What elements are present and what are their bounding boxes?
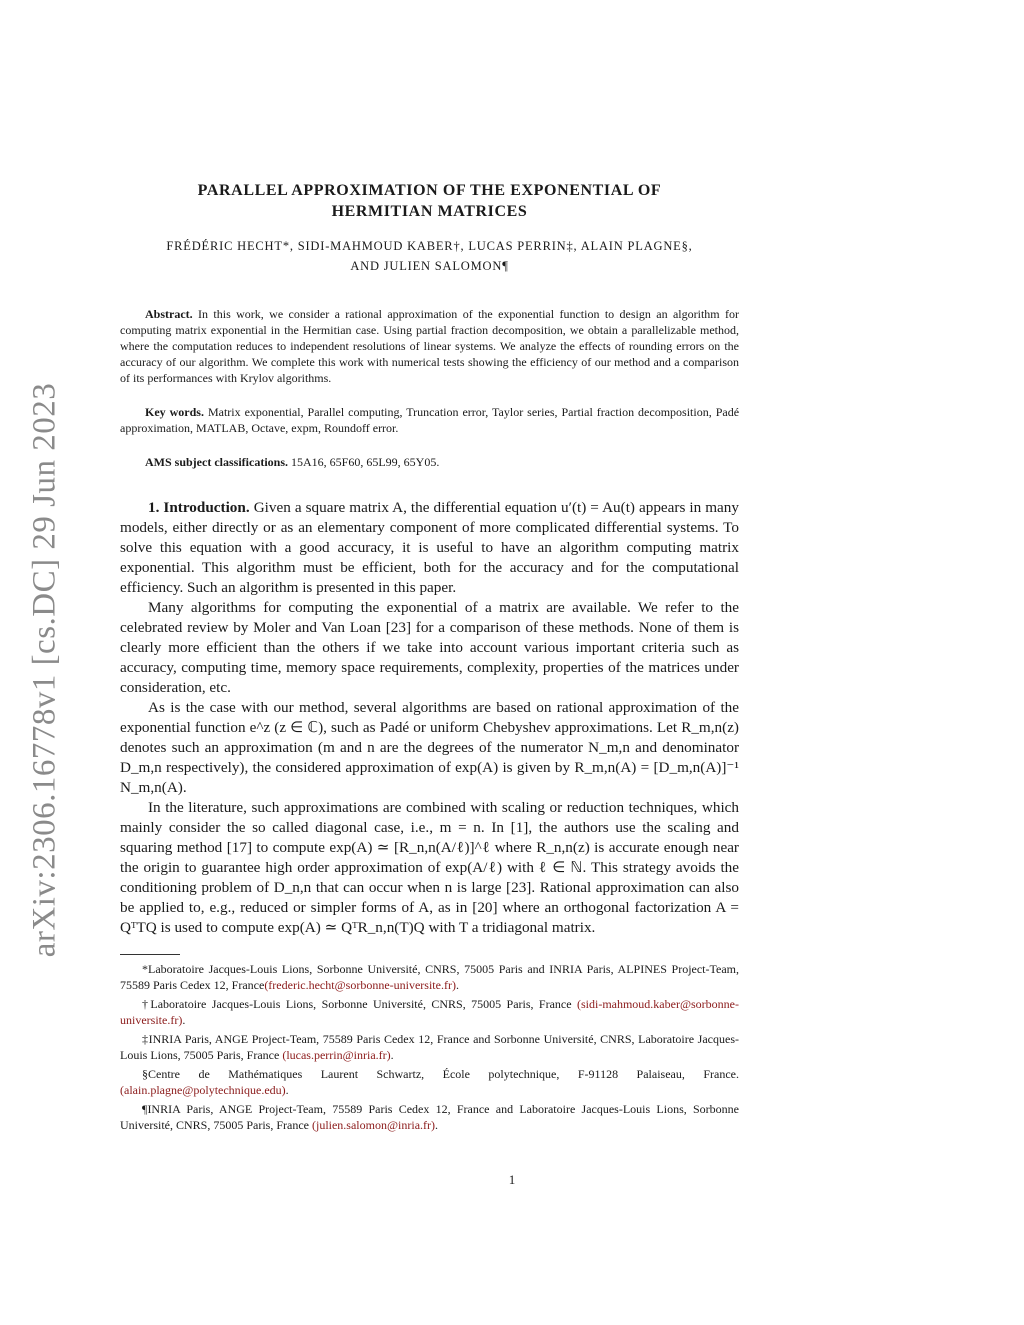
arxiv-id: arXiv:2306.16778v1 [cs.DC] 29 Jun 2023 <box>26 382 63 958</box>
intro-paragraph-2: Many algorithms for computing the exponential of a matrix are available. We refer to the celebrated review by Moler and Van Loan [23] for a comparison of these methods. None of them is clearly more efficient than the others if we take into account various important criteria such as accuracy, computing time, memory space requirements, complexity, properties of the matrices under consideration, etc. <box>120 599 739 696</box>
title-line-2: HERMITIAN MATRICES <box>331 203 528 220</box>
email-link[interactable]: (julien.salomon@inria.fr) <box>311 1118 436 1132</box>
footnote-text: †Laboratoire Jacques-Louis Lions, Sorbonne Université, CNRS, 75005 Paris, France <box>142 997 577 1011</box>
footnote-4 <box>120 1066 739 1098</box>
footnote-tail: . <box>182 1013 186 1027</box>
footnote-tail: . <box>285 1083 289 1097</box>
ams-classification <box>120 454 739 470</box>
footnote-1 <box>120 961 739 993</box>
authors-line-2: AND JULIEN SALOMON¶ <box>350 259 509 273</box>
email-link[interactable]: (frederic.hecht@sorbonne-universite.fr) <box>264 978 456 992</box>
paper-page <box>120 180 739 1136</box>
keywords <box>120 404 739 436</box>
ams-label: AMS subject classifications. <box>145 455 288 469</box>
intro-paragraph-1 <box>120 498 739 598</box>
footnote-5 <box>120 1101 739 1133</box>
intro-text-1: Given a square matrix A, the differential equation u′(t) = Au(t) appears in many models, either directly or as an elementary component of more complicated differential systems. To solve this equation with a good accuracy, it is useful to have an algorithm computing matrix exponential. This algorithm must be efficient, both for the accuracy and for the computational efficiency. Such an algorithm is presented in this paper. <box>120 499 739 596</box>
introduction-section <box>120 498 739 938</box>
footnote-2 <box>120 996 739 1028</box>
footnote-text: ¶INRIA Paris, ANGE Project-Team, 75589 Paris Cedex 12, France and Laboratoire Jacques-Louis Lions, Sorbonne Université, CNRS, 75005 Paris, France <box>120 1102 739 1132</box>
keywords-label: Key words. <box>145 405 204 419</box>
email-link[interactable]: (lucas.perrin@inria.fr) <box>282 1048 391 1062</box>
page-number: 1 <box>508 1172 516 1187</box>
footnote-text: §Centre de Mathématiques Laurent Schwartz, École polytechnique, F-91128 Palaiseau, France. <box>142 1067 739 1081</box>
paper-title <box>120 180 739 222</box>
footnote-tail: . <box>455 978 459 992</box>
section-heading: 1. Introduction. <box>148 499 250 516</box>
footnote-divider <box>120 954 180 955</box>
email-link[interactable]: (sidi-mahmoud.kaber@sorbonne-universite.fr) <box>120 997 739 1027</box>
footnote-tail: . <box>390 1048 394 1062</box>
abstract <box>120 306 739 386</box>
abstract-label: Abstract. <box>145 307 193 321</box>
intro-paragraph-4: In the literature, such approximations are combined with scaling or reduction techniques, which mainly consider the so called diagonal case, i.e., m = n. In [1], the authors use the scaling and squaring method [17] to compute exp(A) ≃ [R_n,n(A/ℓ)]^ℓ where R_n,n(z) is accurate enough near the origin to guarantee high order approximation of exp(A/ℓ) with ℓ ∈ ℕ. This strategy avoids the conditioning problem of D_n,n that can occur when n is large [23]. Rational approximation can also be applied to, e.g., reduced or simpler forms of A, as in [20] where an orthogonal factorization A = QᵀTQ is used to compute exp(A) ≃ QᵀR_n,n(T)Q with T a tridiagonal matrix. <box>120 799 739 936</box>
title-line-1: PARALLEL APPROXIMATION OF THE EXPONENTIAL OF <box>197 182 662 199</box>
arxiv-sidebar <box>16 360 74 980</box>
footnote-tail: . <box>435 1118 439 1132</box>
footnote-text: *Laboratoire Jacques-Louis Lions, Sorbonne Université, CNRS, 75005 Paris and INRIA Paris, ALPINES Project-Team, 75589 Paris Cedex 12, France <box>120 962 739 992</box>
email-link[interactable]: (alain.plagne@polytechnique.edu) <box>120 1083 286 1097</box>
footnote-3 <box>120 1031 739 1063</box>
footnote-text: ‡INRIA Paris, ANGE Project-Team, 75589 Paris Cedex 12, France and Sorbonne Université, CNRS, Laboratoire Jacques-Louis Lions, 75005 Paris, France <box>120 1032 739 1062</box>
ams-text: 15A16, 65F60, 65L99, 65Y05. <box>291 455 440 469</box>
author-list <box>120 236 739 276</box>
intro-paragraph-3: As is the case with our method, several algorithms are based on rational approximation of the exponential function e^z (z ∈ ℂ), such as Padé or uniform Chebyshev approximations. Let R_m,n(z) denotes such an approximation (m and n are the degrees of the numerator N_m,n and denominator D_m,n respectively), the considered approximation of exp(A) is given by R_m,n(A) = [D_m,n(A)]⁻¹ N_m,n(A). <box>120 699 739 796</box>
authors-line-1: FRÉDÉRIC HECHT*, SIDI-MAHMOUD KABER†, LUCAS PERRIN‡, ALAIN PLAGNE§, <box>166 239 693 253</box>
keywords-text: Matrix exponential, Parallel computing, Truncation error, Taylor series, Partial fraction decomposition, Padé approximation, MATLAB, Octave, expm, Roundoff error. <box>120 405 740 435</box>
abstract-text: In this work, we consider a rational approximation of the exponential function to design an algorithm for computing matrix exponential in the Hermitian case. Using partial fraction decomposition, we obtain a parallelizable method, where the computation reduces to independent resolutions of linear systems. We analyze the effects of rounding errors on the accuracy of our algorithm. We complete this work with numerical tests showing the efficiency of our method and a comparison of its performances with Krylov algorithms. <box>120 307 740 385</box>
footnotes <box>120 961 739 1133</box>
